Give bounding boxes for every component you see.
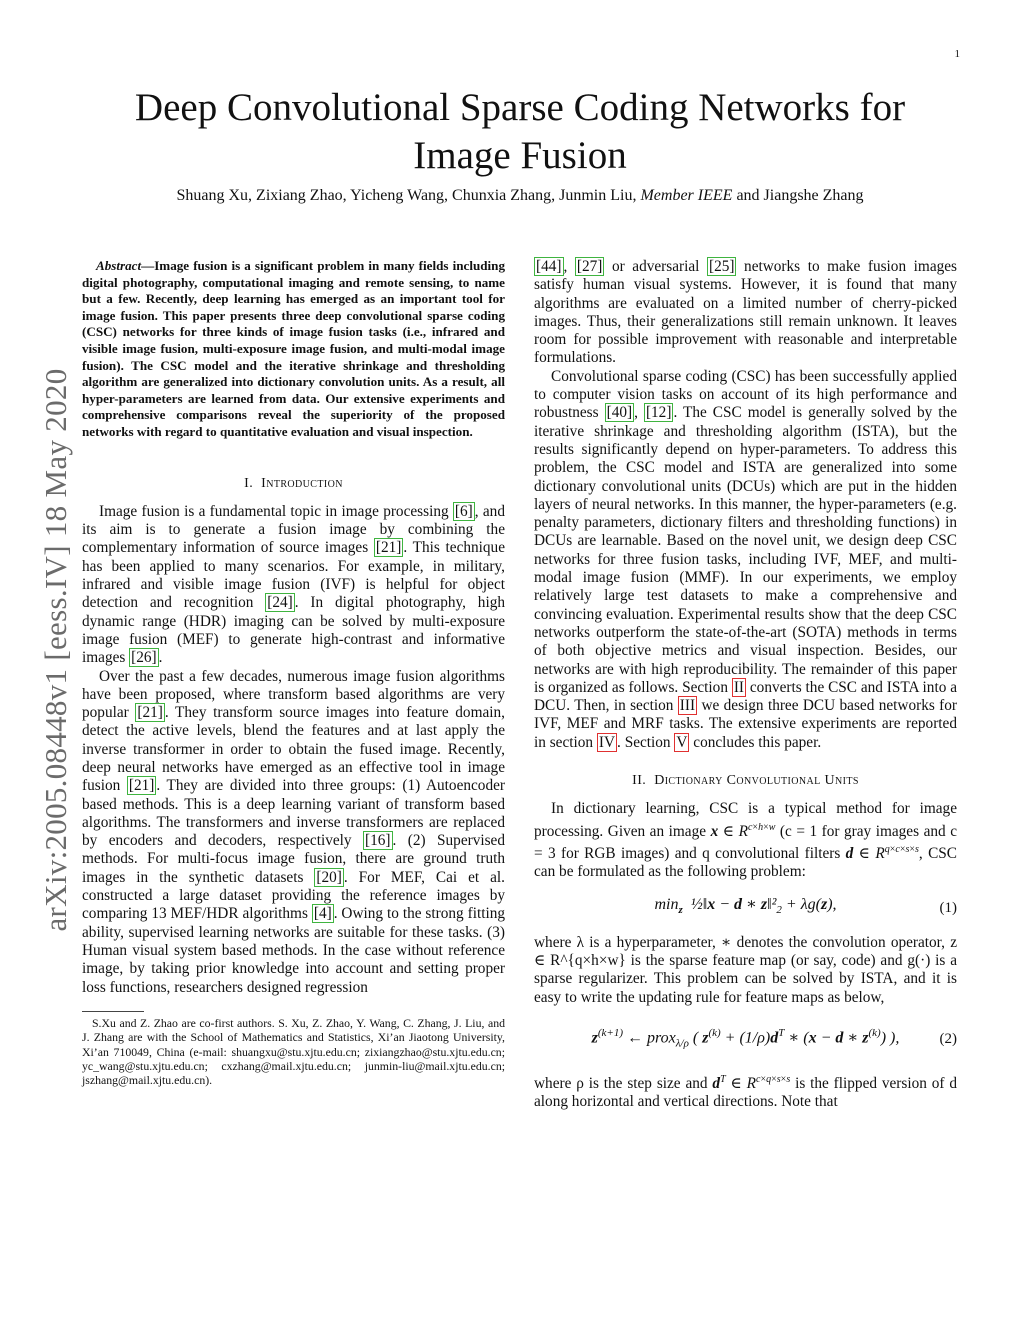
text-run: or adversarial — [604, 258, 707, 275]
text-run: concludes this paper. — [689, 733, 822, 751]
citation-link[interactable]: [40] — [606, 404, 633, 422]
equation-number: (2) — [939, 1030, 957, 1047]
section-heading-introduction — [82, 475, 505, 493]
right-paragraph-1 — [534, 258, 957, 368]
text-run: Image fusion is a fundamental topic in image processing — [99, 502, 453, 520]
text-run: . In digital photography, high dynamic range (HDR) imaging can be solved by multi-exposure image fusion (MEF) to generate high-contrast and informative images — [82, 594, 505, 667]
text-run: . This technique has been applied to many scenarios. For example, in military, infrared and visible image fusion (IVF) is helpful for object detection and recognition — [82, 539, 505, 612]
equation-2-body: $z^{(k+1)}$ ← prox$_{\lambda/\rho}$ ( $z^{(k)} + (1/\rho)d^T$ ∗ (x − d ∗ $z^{(k)}$) ), — [591, 1027, 900, 1050]
text-run: we design three DCU based networks for IVF, MEF and MRF tasks. The extensive experiments are reported in section — [534, 697, 958, 751]
citation-link[interactable]: [44] — [536, 258, 562, 275]
abstract — [82, 258, 505, 441]
equation-1 — [534, 890, 957, 926]
equation-2 — [534, 1015, 957, 1063]
text-run: . (2) Supervised methods. For multi-focus image fusion, there are ground truth images in the synthetic datasets — [82, 832, 506, 886]
text-run: , CSC can be formulated as the following problem: — [534, 845, 957, 881]
text-run: converts the CSC and ISTA into a DCU. Then, in section — [534, 678, 957, 715]
citation-link[interactable]: [21] — [128, 777, 155, 795]
citation-link[interactable]: [21] — [137, 704, 163, 722]
title-line-2: Image Fusion — [413, 134, 627, 177]
text-run: . — [158, 649, 163, 667]
right-paragraph-2 — [534, 368, 957, 752]
right-column — [534, 258, 957, 1112]
section-title: Introduction — [261, 475, 343, 491]
text-run: In dictionary learning, CSC is a typical method for image processing. Given an image — [534, 800, 957, 840]
text-run: , — [563, 258, 575, 275]
text-run: where ρ is the step size and — [534, 1074, 713, 1092]
intro-paragraph-1 — [82, 503, 505, 668]
section-link[interactable]: II — [733, 678, 745, 696]
text-run: is the flipped version of d along horizontal and vertical directions. Note that — [534, 1074, 957, 1111]
citation-link[interactable]: [27] — [576, 258, 603, 275]
author-list — [90, 187, 950, 205]
section-link[interactable]: V — [676, 733, 688, 751]
equation-1-body: $\min_z$ ½‖x − d ∗ $z‖^2_2 + \lambda g(z)$, — [654, 895, 837, 917]
citation-link[interactable]: [21] — [375, 539, 402, 557]
intro-paragraph-2 — [82, 668, 505, 997]
section-link[interactable]: IV — [598, 733, 616, 751]
title-line-1: Deep Convolutional Sparse Coding Networks for — [134, 86, 906, 129]
text-run: . Owing to the strong fitting ability, supervised learning networks are suitable for these tasks. (3) Human visual system based methods. In the case without reference image, by taking prior knowledge into account and setting proper loss functions, researchers designed regression — [82, 905, 505, 996]
citation-link[interactable]: [26] — [131, 649, 157, 667]
abstract-text: —Image fusion is a significant problem in many fields including digital photography, computational imaging and remote sensing, to name but a few. Recently, deep learning has emerged as an important tool for image fusion. This paper presents three deep convolutional sparse coding (CSC) networks for three kinds of image fusion tasks (i.e., infrared and visible image fusion, multi-exposure image fusion, and multi-modal image fusion). The CSC model and the iterative shrinkage and thresholding algorithm are generalized into dictionary convolution units. As a result, all hyper-parameters are learned from data. Our extensive experiments and comprehensive comparisons reveal the superiority of the proposed networks with regard to quantitative evaluation and visual inspection. — [82, 258, 505, 439]
author-footnote: S.Xu and Z. Zhao are co-first authors. S. Xu, Z. Zhao, Y. Wang, C. Zhang, J. Liu, and J. Zhang are with the School of Mathematics and Statistics, Xi’an Jiaotong University, Xi’an 710049, China (e-mail: shuangxu@stu.xjtu.edu.cn; zixiangzhao@stu.xjtu.edu.cn; yc_wang@stu.xjtu.edu.cn; cxzhang@mail.xjtu.edu.cn; junmin-liu@mail.xjtu.edu.cn; jszhang@mail.xjtu.edu.cn). — [82, 1015, 505, 1088]
citation-link[interactable]: [25] — [708, 258, 735, 275]
paper-title — [100, 84, 940, 180]
text-run: . They are divided into three groups: (1) Autoencoder based methods. This is a deep learning variant of transform based algorithms. The transformers and inverse transformers are replaced by encoders and decoders, respectively — [82, 777, 505, 850]
dcu-paragraph-2: where λ is a hyperparameter, ∗ denotes the convolution operator, z ∈ R^{q×h×w} is the sparse feature map (or say, code) and g(·) is a sparse regularizer. This problem can be solved by ISTA, and it is easy to write the updating rule for feature maps as below, — [534, 933, 957, 1006]
section-link[interactable]: III — [679, 697, 696, 715]
text-run: Over the past a few decades, numerous image fusion algorithms have been proposed, where transform based algorithms are very popular — [82, 667, 505, 722]
citation-link[interactable]: [20] — [316, 868, 342, 886]
text-run: networks to make fusion images satisfy human visual systems. However, it is found that many algorithms are evaluated on a limited number of cherry-picked images. Thus, their generalizations still remain unknown. It leaves room for possible improvement with reasonable and interpretable formulations. — [534, 258, 958, 367]
authors-membership: Member IEEE — [640, 187, 733, 204]
arxiv-stamp: arXiv:2005.08448v1 [eess.IV] 18 May 2020 — [38, 368, 73, 932]
section-heading-dcu — [534, 772, 957, 790]
citation-link[interactable]: [4] — [313, 905, 332, 923]
text-run: Convolutional sparse coding (CSC) has been successfully applied to computer vision tasks on account of its high performance and robustness — [534, 367, 957, 422]
section-title: Dictionary Convolutional Units — [654, 773, 859, 789]
authors-names: Shuang Xu, Zixiang Zhao, Yicheng Wang, Chunxia Zhang, Junmin Liu, — [176, 187, 637, 204]
citation-link[interactable]: [24] — [267, 594, 293, 612]
equation-number: (1) — [939, 899, 957, 916]
citation-link[interactable]: [16] — [365, 832, 391, 850]
section-number: II. — [632, 773, 647, 789]
authors-last: and Jiangshe Zhang — [736, 187, 864, 204]
text-run: . They transform source images into feature domain, detect the active levels, blend the features and at last apply the inverse transformer in order to obtain the fused image. Recently, deep neural networks have emerged as an effective tool in image fusion — [82, 704, 505, 795]
citation-link[interactable]: [6] — [454, 502, 473, 520]
dcu-paragraph-1: In dictionary learning, CSC is a typical method for image processing. Given an image x ∈ $R^{c\times h\times w}$ (c = 1 for gray images and c = 3 for RGB images) and q convolutional filters d ∈ $R^{q\times c\times s\times s}$, CSC can be formulated as the following problem: — [534, 800, 957, 881]
citation-link[interactable]: [12] — [645, 404, 672, 422]
dcu-paragraph-3: where ρ is the step size and $d^T$ ∈ $R^{c\times q\times s\times s}$ is the flipped version of d along horizontal and vertical directions. Note that — [534, 1073, 957, 1111]
text-run: , and its aim is to generate a fusion image by combining the complementary information of source images — [82, 502, 505, 557]
text-run: , — [634, 404, 644, 422]
footnote-divider — [82, 1011, 144, 1012]
page-number: 1 — [954, 48, 960, 60]
text-run: (c = 1 for gray images and c = 3 for RGB images) and q convolutional filters — [534, 822, 957, 863]
section-number: I. — [244, 475, 254, 491]
abstract-label: Abstract — [96, 258, 142, 273]
text-run: . The CSC model is generally solved by the iterative shrinkage and thresholding algorithm (ISTA), but the results significantly depend on hyper-parameters. To address this problem, the CSC model and ISTA are generalized into some dictionary convolutional units (DCUs) which are put in the hidden layers of neural networks. In this manner, the hyper-parameters (e.g. penalty parameters, dictionary filters and thresholding functions) in DCUs are learnable. Based on the novel unit, we design deep CSC networks for three fusion tasks, including IVF, MEF, and multi-modal image fusion (MMF). In our experiments, we employ relatively large test datasets to make a comprehensive and convincing evaluation. Experimental results show that the deep CSC networks outperform the state-of-the-art (SOTA) methods in terms of both objective metrics and visual inspection. Besides, our networks are with high reproducibility. The remainder of this paper is organized as follows. Section — [534, 404, 957, 696]
text-run: . For MEF, Cai et al. constructed a large dataset providing the reference images by comparing 13 MEF/HDR algorithms — [82, 868, 505, 923]
text-run: . Section — [617, 733, 675, 751]
left-column — [82, 258, 505, 1088]
